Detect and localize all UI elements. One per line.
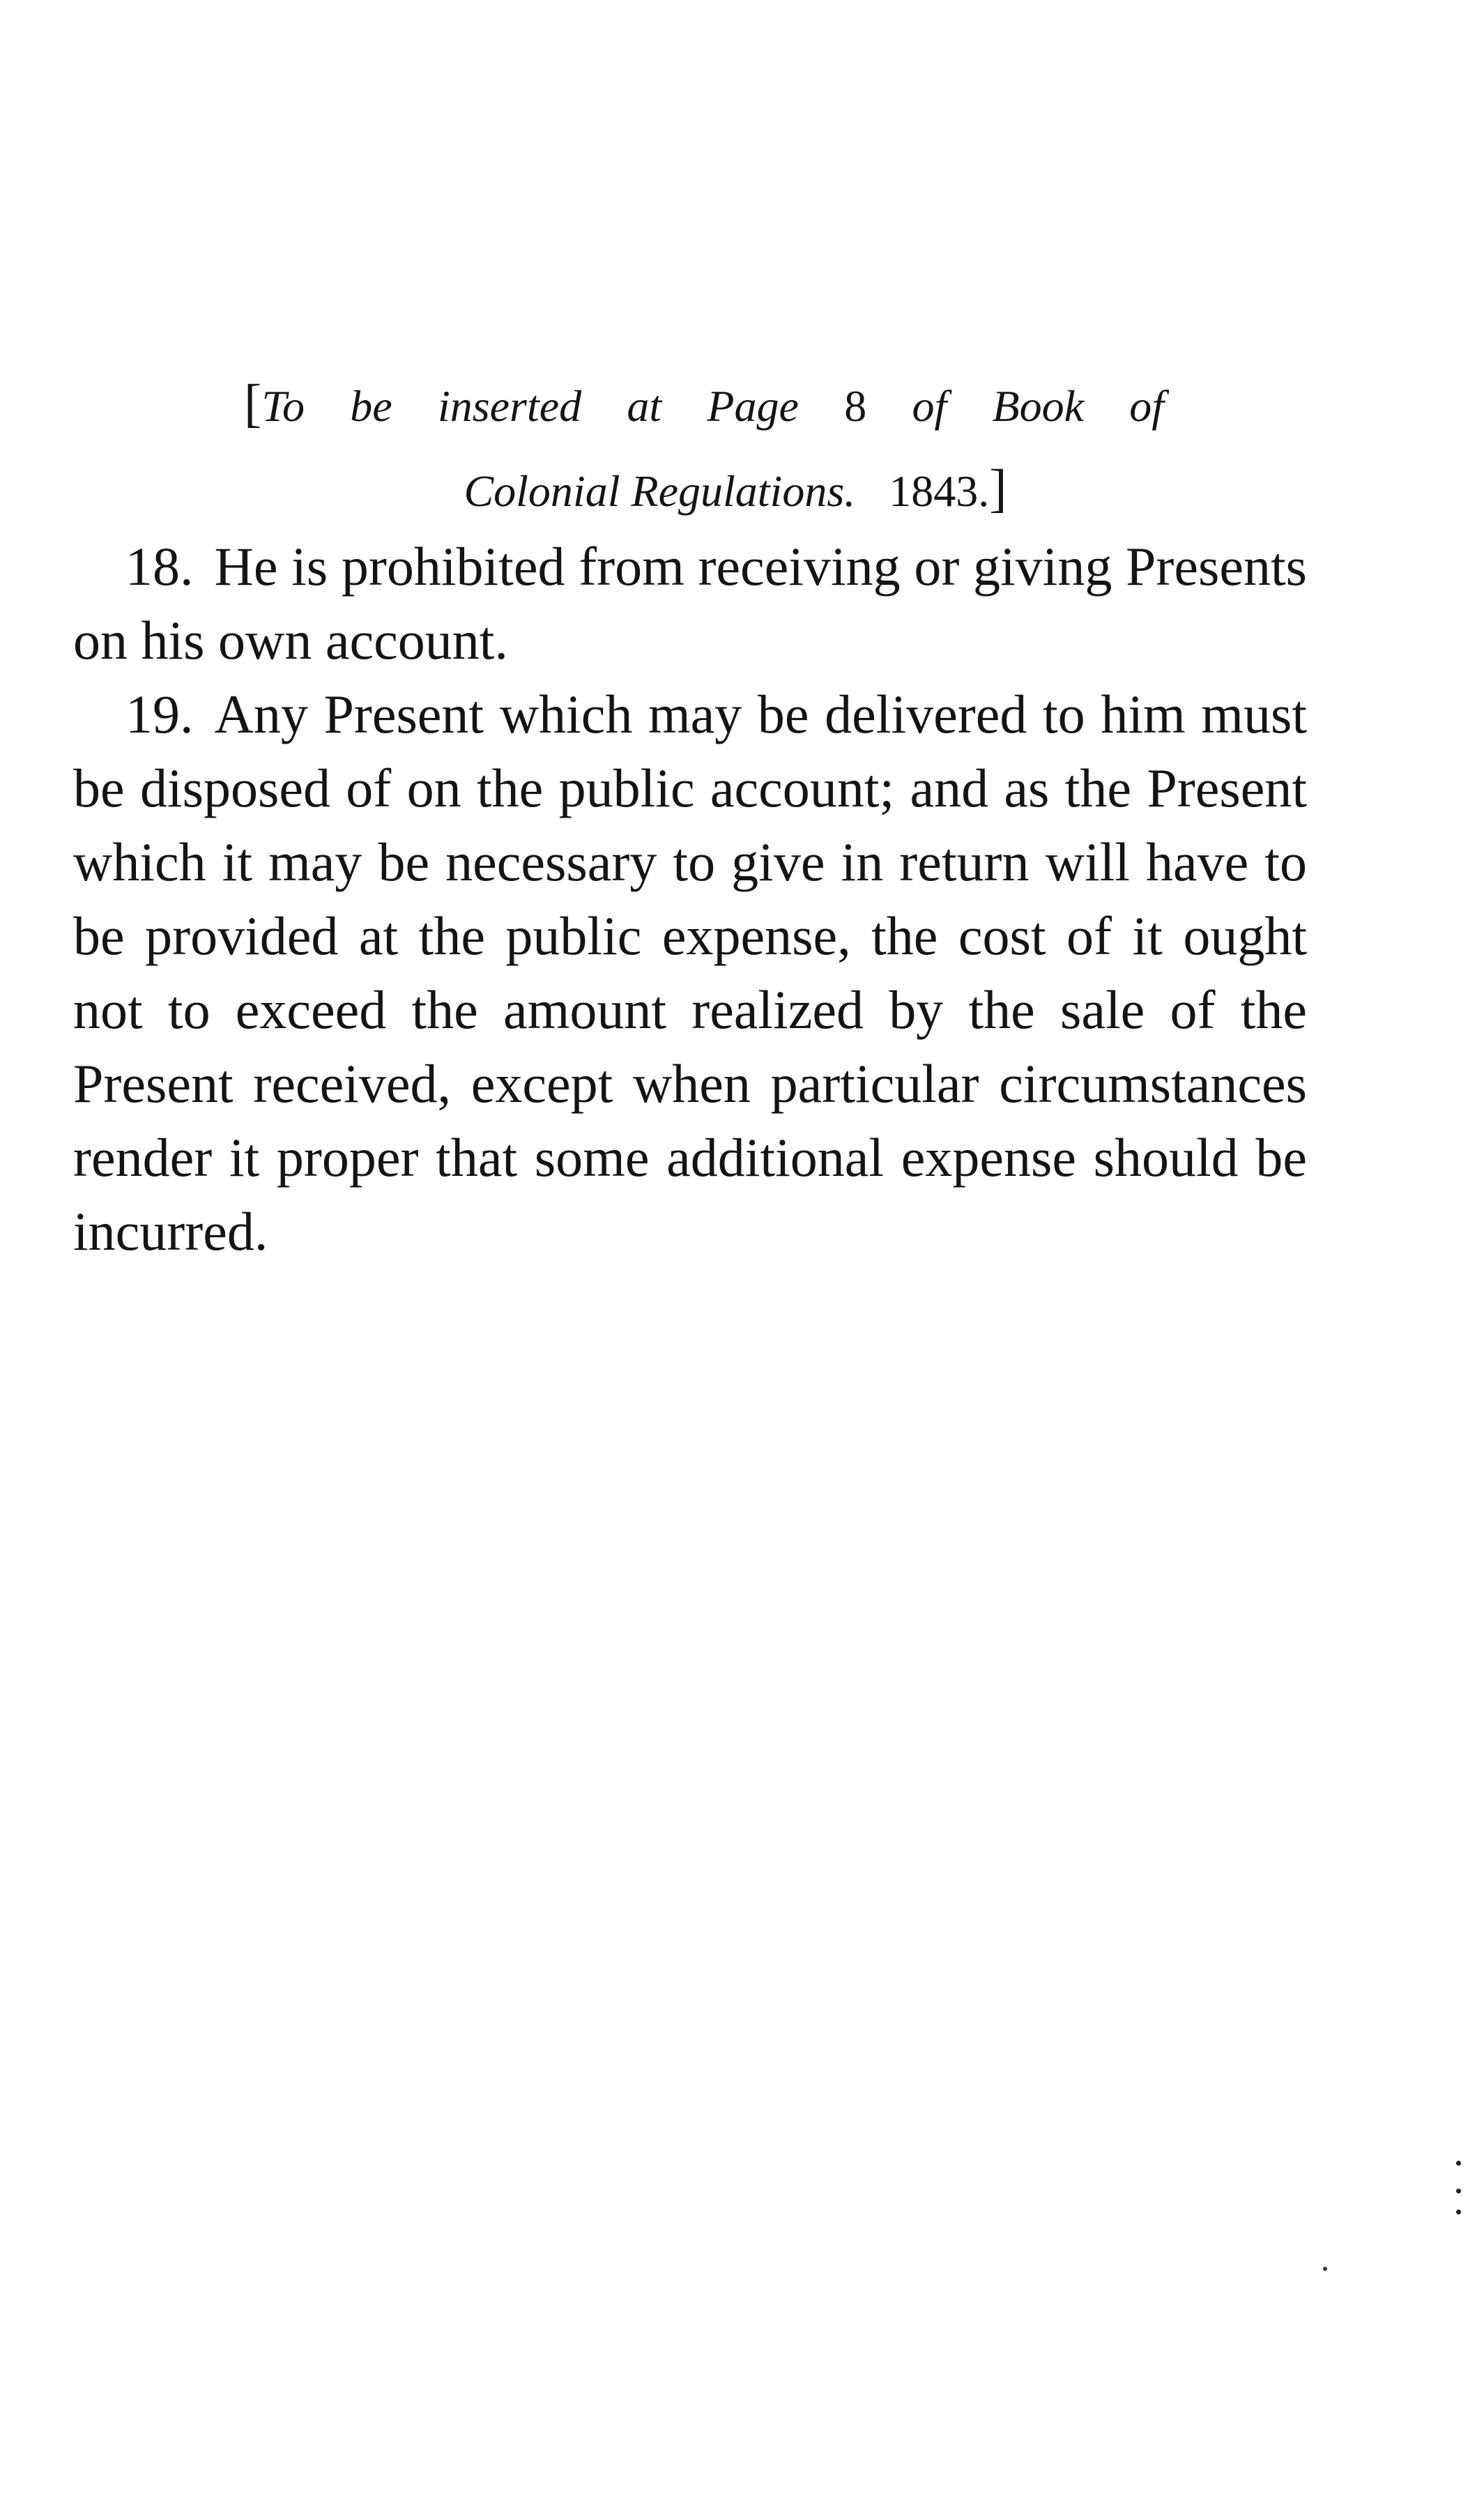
insertion-note-line-1 — [237, 362, 1171, 447]
close-bracket: ] — [989, 459, 1007, 518]
scan-speck — [1456, 2210, 1461, 2214]
insertion-note-text: To be inserted at Page — [261, 381, 799, 431]
page-number: 8 — [844, 381, 867, 431]
open-bracket: [ — [244, 374, 262, 433]
insertion-note-title: Colonial Regulations. — [464, 466, 856, 516]
paragraph-text: Any Present which may be delivered to him must be disposed of on the public account; and as the Present which it may be necessary to give in return will have to be provided at the public expense, the cost of it ought not to exceed the amount realized by the sale of the Present received, except when particular circumstances render it proper that some additional expense should be incurred. — [73, 684, 1307, 1262]
insertion-note-book: of Book of — [912, 381, 1165, 431]
paragraph-text: He is prohibited from receiving or giving Presents on his own account. — [73, 536, 1307, 671]
scan-speck — [1323, 2267, 1327, 2271]
insertion-note — [237, 362, 1171, 533]
insertion-note-line-2 — [237, 447, 1171, 533]
paragraph-number: 18. — [125, 536, 194, 597]
scan-speck — [1456, 2189, 1461, 2193]
paragraph-18 — [73, 530, 1307, 677]
paragraph-number: 19. — [125, 684, 194, 744]
paragraph-19 — [73, 677, 1307, 1269]
scan-speck — [1456, 2161, 1461, 2166]
scan-speck-marks — [1454, 2161, 1462, 2216]
insertion-note-year: 1843. — [889, 466, 990, 516]
body-text — [73, 530, 1307, 1269]
